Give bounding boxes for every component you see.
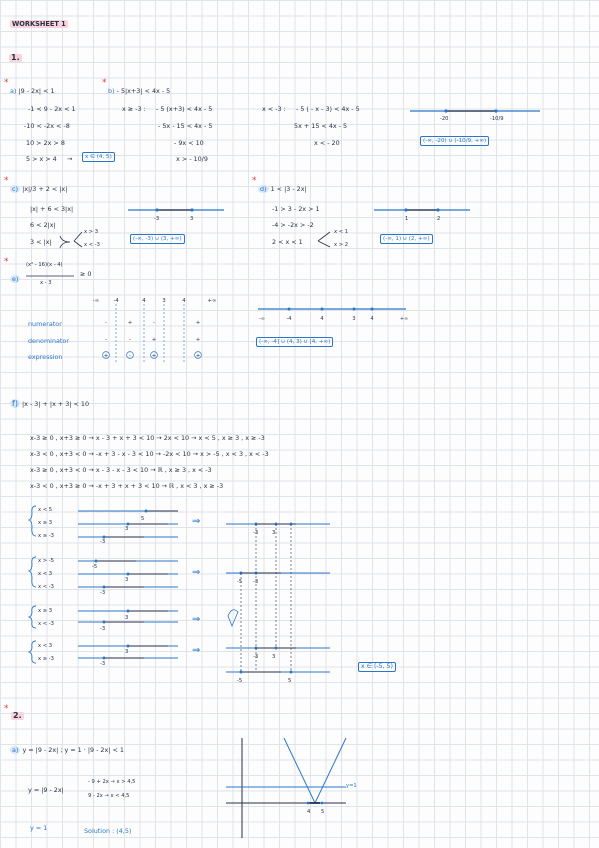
row-label-expression: expression [28, 353, 63, 361]
c-branch-1: x > 3 [84, 229, 99, 235]
f-line-point [127, 610, 130, 613]
sign-numerator: + [127, 320, 133, 326]
a-step-3: 10 > 2x > 8 [26, 139, 65, 147]
d-step-2: -4 > -2x > -2 [272, 221, 314, 229]
e-line-point [371, 308, 374, 311]
d-step-3: 2 < x < 1 [272, 238, 303, 246]
e-line-tick: +∞ [399, 316, 409, 322]
c-tick-2: 3 [190, 216, 194, 222]
star-marker: * [4, 78, 9, 88]
empty-set-scribble [228, 610, 238, 626]
f-label-3: 3 [125, 649, 129, 655]
sign-numerator: - [153, 320, 155, 326]
c-point-1 [155, 208, 158, 211]
res-label-3: 3 [272, 530, 276, 536]
problem-e-label: e) [12, 275, 19, 283]
q2a-solution: Solution : (4,5) [84, 827, 132, 835]
problem-a-label: a) [10, 87, 17, 95]
problem-b-text: - 5|x+3| < 4x - 5 [116, 87, 171, 95]
implies-arrow: ⇒ [192, 645, 201, 656]
f-label-5: 5 [141, 516, 145, 522]
e-line-point [288, 308, 291, 311]
problem-f-text: |x - 3| + |x + 3| < 10 [21, 400, 90, 408]
f-label-m3: -3 [100, 626, 106, 632]
worksheet-title: WORKSHEET 1 [12, 20, 66, 28]
e-line-point [353, 308, 356, 311]
problem-d-label: d) [260, 185, 267, 193]
sys1-cond-3: x ≥ -3 [38, 533, 54, 539]
b-case1-step-4: x > - 10/9 [176, 155, 208, 163]
res-label-3: 3 [272, 654, 276, 660]
c-point-2 [190, 208, 193, 211]
section-1-number: 1. [11, 53, 20, 62]
sign-expression: - [129, 353, 131, 359]
sys2-cond-1: x > -5 [38, 558, 54, 564]
implies-arrow: ⇒ [192, 614, 201, 625]
sys2-brace [29, 557, 36, 587]
d-tick-1: 1 [405, 216, 409, 222]
problem-c-label: c) [12, 185, 19, 193]
a-answer-box: x ∈ (4, 5) [82, 152, 115, 162]
c-branch-lines [74, 232, 82, 247]
sign-table [93, 298, 217, 364]
b-tick-2: -10/9 [490, 116, 504, 122]
d-branch-2: x > 2 [334, 242, 349, 248]
f-answer-box: x ∈ (-5, 5) [358, 662, 396, 672]
c-tick-1: -3 [154, 216, 160, 222]
sign-denominator: + [195, 337, 201, 343]
sign-expression: + [103, 353, 109, 359]
f-label-m3: -3 [100, 539, 106, 545]
row-label-denominator: denominator [28, 337, 69, 345]
e-line-tick: -∞ [259, 316, 265, 322]
graph-label-x5: 5 [321, 809, 325, 815]
graph-abs-value [284, 738, 346, 803]
problem-b-label: b) [108, 87, 115, 95]
b-tick-1: -20 [440, 116, 449, 122]
star-marker: * [252, 176, 257, 186]
f-line-point [145, 510, 148, 513]
sign-table-head: -∞ [92, 298, 100, 304]
sys2-cond-3: x < -3 [38, 584, 54, 590]
problem-e-relation: ≥ 0 [80, 270, 92, 278]
sign-table-head: 4 [182, 298, 186, 304]
q2a-case-1: - 9 + 2x → x > 4,5 [88, 779, 136, 785]
b-case1-head: x ≥ -3 : [122, 105, 146, 113]
problem-f-label: f) [12, 399, 18, 408]
e-line-point [321, 308, 324, 311]
d-point-1 [404, 208, 407, 211]
f-line-point [127, 645, 130, 648]
problem-e-numerator: (x² - 16)(x - 4) [26, 262, 63, 268]
c-step-1: |x| + 6 < 3|x| [30, 205, 74, 213]
res-label-m5: -5 [237, 579, 243, 585]
q2a-y-definition: y = |9 - 2x| [28, 786, 64, 794]
sys3-cond-1: x ≥ 3 [38, 608, 53, 614]
f-number-lines [78, 510, 330, 674]
c-branch-2: x < -3 [84, 242, 100, 248]
a-arrow: → [67, 155, 73, 163]
sign-table-head: 4 [142, 298, 146, 304]
section-2-number: 2. [13, 711, 22, 720]
e-line-tick: 4 [320, 316, 324, 322]
f-line-point [127, 523, 130, 526]
sign-table-head: -4 [113, 298, 119, 304]
sign-numerator: + [195, 320, 201, 326]
sign-table-head: +∞ [207, 298, 217, 304]
f-line-point [127, 573, 130, 576]
f-case-row-3: x-3 ≥ 0 , x+3 < 0 → x - 3 - x - 3 < 10 → ℝ , x ≥ 3 , x < -3 [30, 466, 212, 474]
d-step-1: -1 > 3 - 2x > 1 [272, 205, 320, 213]
b-case2-step-3: x < - 20 [314, 139, 340, 147]
sys4-cond-2: x ≥ -3 [38, 656, 54, 662]
f-label-m3: -3 [100, 590, 106, 596]
f-label-m3: -3 [100, 661, 106, 667]
star-marker: * [4, 176, 9, 186]
b-point-1 [444, 109, 447, 112]
f-label-3: 3 [125, 526, 129, 532]
b-case1-step-2: - 5x - 15 < 4x - 5 [158, 122, 213, 130]
star-marker: * [102, 78, 107, 88]
d-point-2 [436, 208, 439, 211]
sys1-brace [29, 506, 36, 536]
problem-a-text: |9 - 2x| < 1 [18, 87, 55, 95]
f-line-point [103, 586, 106, 589]
f-line-point [103, 536, 106, 539]
sys1-cond-1: x < 5 [38, 507, 53, 513]
res-label-m3: -3 [253, 579, 259, 585]
f-case-row-1: x-3 ≥ 0 , x+3 ≥ 0 → x - 3 + x + 3 < 10 → 2x < 10 → x < 5 , x ≥ 3 , x ≥ -3 [30, 434, 265, 442]
q2a-problem-text: y = |9 - 2x| ; y = 1 · |9 - 2x| < 1 [22, 746, 124, 754]
sign-denominator: + [151, 337, 157, 343]
e-line-tick: 3 [352, 316, 356, 322]
star-marker: * [4, 257, 9, 267]
e-line-tick: 4 [370, 316, 374, 322]
sys3-brace [29, 606, 36, 628]
row-label-numerator: numerator [28, 320, 62, 328]
sign-table-head: 3 [162, 298, 166, 304]
b-case2-step-1: - 5 ( - x - 3) < 4x - 5 [296, 105, 360, 113]
f-label-3: 3 [125, 615, 129, 621]
problem-d-text: 1 < |3 - 2x| [270, 185, 307, 193]
res-label-m3: -3 [253, 530, 259, 536]
sign-expression: + [195, 353, 201, 359]
graph-point-5 [321, 802, 324, 805]
problem-e-denominator: x - 3 [40, 280, 52, 286]
f-line-point [95, 560, 98, 563]
b-case2-step-2: 5x + 15 < 4x - 5 [294, 122, 348, 130]
sys4-brace [29, 641, 36, 663]
res-label-m3: -3 [253, 654, 259, 660]
e-answer-box: (-∞, -4] ∪ (4, 3) ∪ [4, +∞) [256, 337, 333, 347]
sign-denominator: - [129, 337, 131, 343]
implies-arrow: ⇒ [192, 567, 201, 578]
e-line-marks [259, 308, 408, 323]
res-label-5: 5 [288, 678, 292, 684]
f-label-3: 3 [125, 577, 129, 583]
b-case1-step-1: - 5 (x+3) < 4x - 5 [156, 105, 213, 113]
b-answer-box: (-∞, -20) ∪ (-10/9, +∞) [420, 136, 489, 146]
implies-arrow: ⇒ [192, 516, 201, 527]
sign-expression: + [151, 353, 157, 359]
d-answer-box: (-∞, 1) ∪ (2, +∞) [380, 234, 433, 244]
f-case-row-2: x-3 < 0 , x+3 < 0 → -x + 3 - x - 3 < 10 → -2x < 10 → x > -5 , x < 3 , x < -3 [30, 450, 269, 458]
c-step-3: 3 < |x| [30, 238, 52, 246]
c-step-2: 6 < 2|x| [30, 221, 56, 229]
c-answer-box: (-∞, -3) ∪ (3, +∞) [130, 234, 185, 244]
d-tick-2: 2 [437, 216, 441, 222]
f-line-point [103, 621, 106, 624]
sys4-cond-1: x < 3 [38, 643, 53, 649]
q2a-label: a) [12, 746, 19, 754]
d-branch-1: x < 1 [334, 229, 349, 235]
graph-label-y1: y=1 [346, 783, 357, 789]
sign-denominator: - [105, 337, 107, 343]
f-label-m5: -5 [92, 564, 98, 570]
f-line-point [103, 657, 106, 660]
b-case1-step-3: - 9x < 10 [174, 139, 204, 147]
sys3-cond-2: x < -3 [38, 621, 54, 627]
graph-point-4 [307, 802, 310, 805]
res-label-m5: -5 [237, 678, 243, 684]
a-step-1: -1 < 9 - 2x < 1 [28, 105, 76, 113]
q2a-case-2: 9 - 2x → x < 4,5 [88, 793, 130, 799]
graph-label-x4: 4 [307, 809, 311, 815]
e-line-tick: -4 [286, 316, 292, 322]
a-step-4: 5 > x > 4 [26, 155, 57, 163]
c-brace [60, 236, 70, 248]
star-marker: * [4, 704, 9, 714]
b-case2-head: x < -3 : [262, 105, 286, 113]
sign-numerator: - [105, 320, 107, 326]
problem-c-text: |x|/3 + 2 < |x| [22, 185, 68, 193]
sys1-cond-2: x ≥ 3 [38, 520, 53, 526]
q2a-y-equals-1: y = 1 [30, 824, 48, 832]
b-point-2 [494, 109, 497, 112]
f-case-row-4: x-3 < 0 , x+3 ≥ 0 → -x + 3 + x + 3 < 10 → ℝ , x < 3 , x ≥ -3 [30, 482, 224, 490]
a-step-2: -10 < -2x < -8 [24, 122, 70, 130]
sys2-cond-2: x < 3 [38, 571, 53, 577]
d-branch-lines [318, 232, 330, 247]
